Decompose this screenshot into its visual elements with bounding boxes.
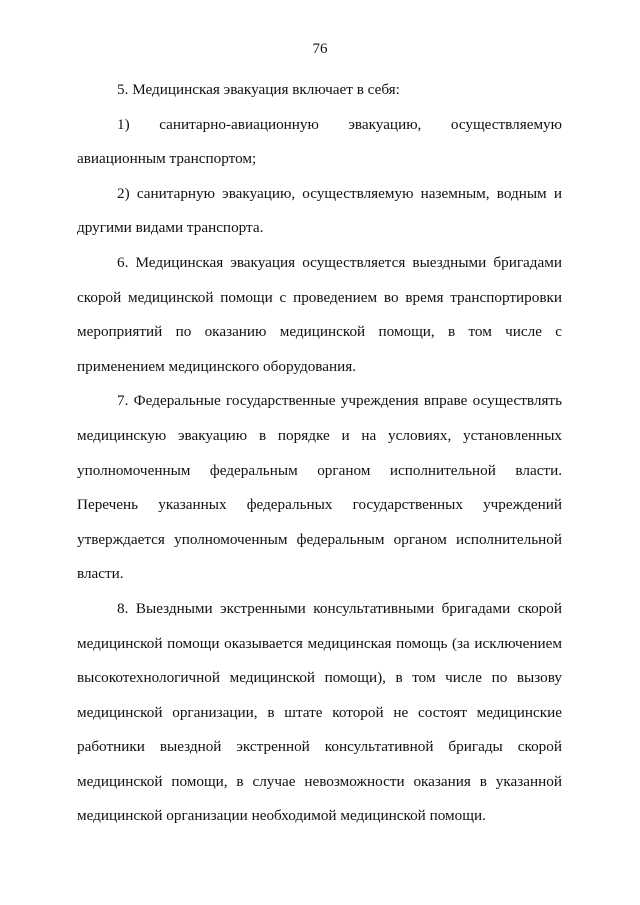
document-body (77, 73, 562, 834)
paragraph-6: 6. Медицинская эвакуация осуществляется выездными бригадами скорой медицинской помощи с проведением во время транспортировки мероприятий по оказанию медицинской помощи, в том числе с применением медицинского оборудования. (77, 253, 562, 375)
paragraph-8: 8. Выездными экстренными консультативными бригадами скорой медицинской помощи оказывается медицинская помощь (за исключением высокотехнологичной медицинской помощи), в том числе по вызову медицинской организации, в штате которой не состоят медицинские работники выездной экстренной консультативной бригады скорой медицинской помощи, в случае невозможности оказания в указанной медицинской организации необходимой медицинской помощи. (77, 599, 562, 825)
paragraph-7: 7. Федеральные государственные учреждения вправе осуществлять медицинскую эвакуацию в порядке и на условиях, установленных уполномоченным федеральным органом исполнительной власти. Перечень указанных федеральных государственных учреждений утверждается уполномоченным федеральным органом исполнительной власти. (77, 392, 562, 583)
page-number: 76 (312, 41, 328, 57)
paragraph-5: 5. Медицинская эвакуация включает в себя: (117, 81, 400, 98)
paragraph-5-item-2: 2) санитарную эвакуацию, осуществляемую наземным, водным и другими видами транспорта. (77, 184, 562, 237)
paragraph-5-item-1: 1) санитарно-авиационную эвакуацию, осуществляемую авиационным транспортом; (77, 115, 562, 168)
